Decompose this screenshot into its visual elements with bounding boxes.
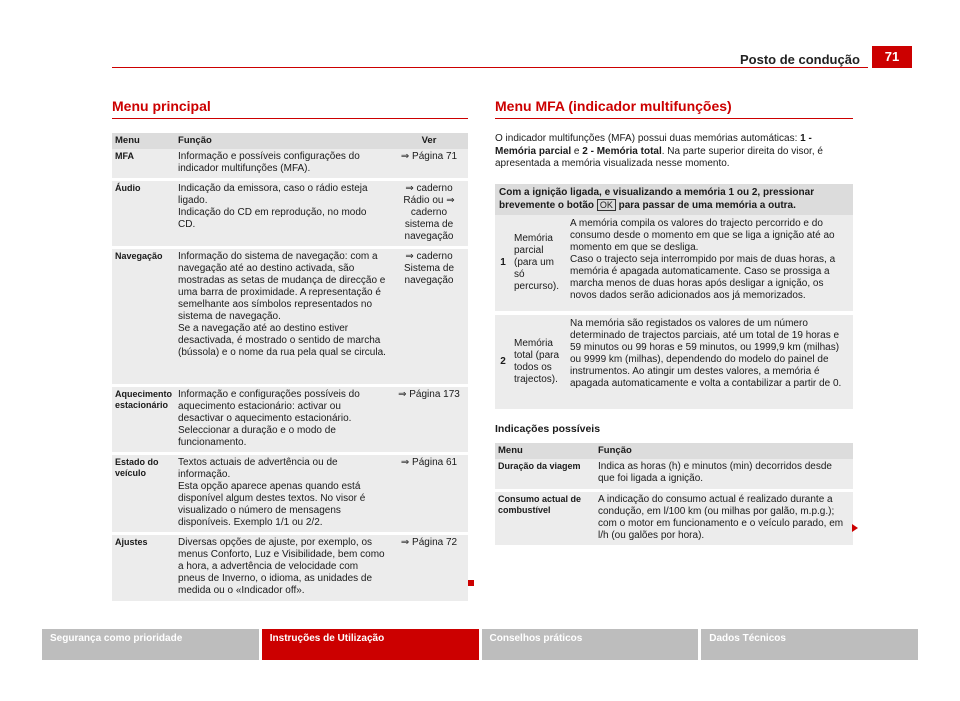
table-row xyxy=(112,454,468,534)
indications-table xyxy=(495,443,853,549)
left-column xyxy=(112,98,468,604)
memory-number: 2 xyxy=(495,313,511,411)
table-row xyxy=(112,534,468,603)
table-row xyxy=(495,491,853,547)
intro-paragraph xyxy=(495,133,853,171)
function-cell: A indicação do consumo actual é realizado durante a condução, em l/100 km (ou milhas por galão, m.p.g.); com o motor em funcionamento e o veículo parado, em l/h (ou galões por hora). xyxy=(595,491,853,547)
menu-cell: Áudio xyxy=(112,180,175,248)
footer-tab-seguranca[interactable]: Segurança como prioridade xyxy=(42,629,259,660)
memory-label: Memória parcial (para um só percurso). xyxy=(511,215,567,313)
table-row xyxy=(495,459,853,491)
table-row xyxy=(112,149,468,180)
function-cell: Textos actuais de advertência ou de informação. Esta opção aparece apenas quando está disponível algum destes textos. No visor é visualizado o número de mensagens disponíveis. Exemplo 1/1 ou 2/2. xyxy=(175,454,390,534)
reference-link[interactable]: ⇒ caderno Sistema de navegação xyxy=(390,248,468,386)
column-header-funcao: Função xyxy=(595,443,853,459)
memory-table-header xyxy=(495,184,853,215)
table-row xyxy=(495,313,853,411)
memory-description: Na memória são registados os valores de um número determinado de trajectos parciais, até um total de 19 horas e 59 minutos ou 99 horas e 59 minutos, ou 1999,9 km (milhas) ou 9999 km (milhas), dependendo do modelo do painel de instrumentos. Ao atingir um destes valores, a memória é apagada automaticamente e volta a contabilizar a partir de 0. xyxy=(567,313,853,411)
function-cell: Informação e configurações possíveis do aquecimento estacionário: activar ou desactivar o aquecimento estacionário. Seleccionar a duração e o modo de funcionamento. xyxy=(175,386,390,454)
footer-tab-instrucoes[interactable]: Instruções de Utilização xyxy=(262,629,479,660)
function-cell: Indicação da emissora, caso o rádio esteja ligado. Indicação do CD em reprodução, no modo CD. xyxy=(175,180,390,248)
table-row xyxy=(112,386,468,454)
main-menu-table xyxy=(112,133,468,604)
column-header-menu: Menu xyxy=(495,443,595,459)
menu-cell: Consumo actual de combustível xyxy=(495,491,595,547)
reference-link[interactable]: ⇒ Página 61 xyxy=(390,454,468,534)
reference-link[interactable]: ⇒ Página 173 xyxy=(390,386,468,454)
indications-title: Indicações possíveis xyxy=(495,422,601,435)
running-header-title: Posto de condução xyxy=(740,52,860,67)
header-rule xyxy=(112,67,868,68)
ok-button-icon: OK xyxy=(597,199,616,211)
continue-arrow-icon xyxy=(852,524,858,532)
column-header-ver: Ver xyxy=(390,133,468,149)
menu-cell: MFA xyxy=(112,149,175,180)
menu-cell: Navegação xyxy=(112,248,175,386)
end-of-section-marker-icon xyxy=(468,580,474,586)
memory-label: Memória total (para todos os trajectos). xyxy=(511,313,567,411)
menu-cell: Estado do veículo xyxy=(112,454,175,534)
function-cell: Informação e possíveis configurações do indicador multifunções (MFA). xyxy=(175,149,390,180)
page-number: 71 xyxy=(872,46,912,68)
intro-text: . Na parte superior direita do visor, é apresentada a memória visualizada nesse momento. xyxy=(495,145,823,169)
table-row xyxy=(112,248,468,386)
reference-link[interactable]: ⇒ Página 72 xyxy=(390,534,468,603)
intro-bold-partial: 1 - Memória parcial xyxy=(495,133,812,157)
footer-tab-conselhos[interactable]: Conselhos práticos xyxy=(482,629,699,660)
column-header-funcao: Função xyxy=(175,133,390,149)
reference-link[interactable]: ⇒ caderno Rádio ou ⇒ caderno sistema de navegação xyxy=(390,180,468,248)
memory-header-text: para passar de uma memória a outra. xyxy=(615,199,796,211)
footer-tab-dados[interactable]: Dados Técnicos xyxy=(701,629,918,660)
menu-cell: Duração da viagem xyxy=(495,459,595,491)
table-row xyxy=(112,180,468,248)
column-header-menu: Menu xyxy=(112,133,175,149)
section-title-menu-mfa: Menu MFA (indicador multifunções) xyxy=(495,98,853,119)
memory-table xyxy=(495,184,853,413)
right-column xyxy=(495,98,853,548)
intro-bold-total: 2 - Memória total xyxy=(582,145,662,157)
intro-text: O indicador multifunções (MFA) possui duas memórias automáticas: xyxy=(495,133,801,144)
memory-description: A memória compila os valores do trajecto percorrido e do consumo desde o momento em que se liga a ignição até ao momento em que se desliga. Caso o trajecto seja interrompido por mais de duas horas, a memória é apagada automaticamente. Caso se prossiga a marcha menos de duas horas após desligar a ignição, os novos dados serão adicionados aos já memorizados. xyxy=(567,215,853,313)
table-row xyxy=(495,215,853,313)
reference-link[interactable]: ⇒ Página 71 xyxy=(390,149,468,180)
section-title-menu-principal: Menu principal xyxy=(112,98,468,119)
function-cell: Informação do sistema de navegação: com a navegação até ao destino activada, são mostradas as setas de mudança de direcção e uma barra de proximidade. A representação é semelhante aos símbolos representados no sistema de navegação. Se a navegação até ao destino estiver desactivada, é mostrado o sentido de marcha (bússola) e o nome da rua pela qual se circula. xyxy=(175,248,390,386)
menu-cell: Ajustes xyxy=(112,534,175,603)
memory-number: 1 xyxy=(495,215,511,313)
menu-cell: Aquecimento estacionário xyxy=(112,386,175,454)
function-cell: Diversas opções de ajuste, por exemplo, os menus Conforto, Luz e Visibilidade, bem como a hora, a advertência de velocidade com pneus de Inverno, o idioma, as unidades de medida ou o «Indicador off». xyxy=(175,534,390,603)
function-cell: Indica as horas (h) e minutos (min) decorridos desde que foi ligada a ignição. xyxy=(595,459,853,491)
memory-header-text: Com a ignição ligada, e visualizando a memória 1 ou 2, pressionar brevemente o botão xyxy=(499,186,815,211)
intro-text: e xyxy=(571,145,583,157)
footer-navigation xyxy=(42,629,918,660)
